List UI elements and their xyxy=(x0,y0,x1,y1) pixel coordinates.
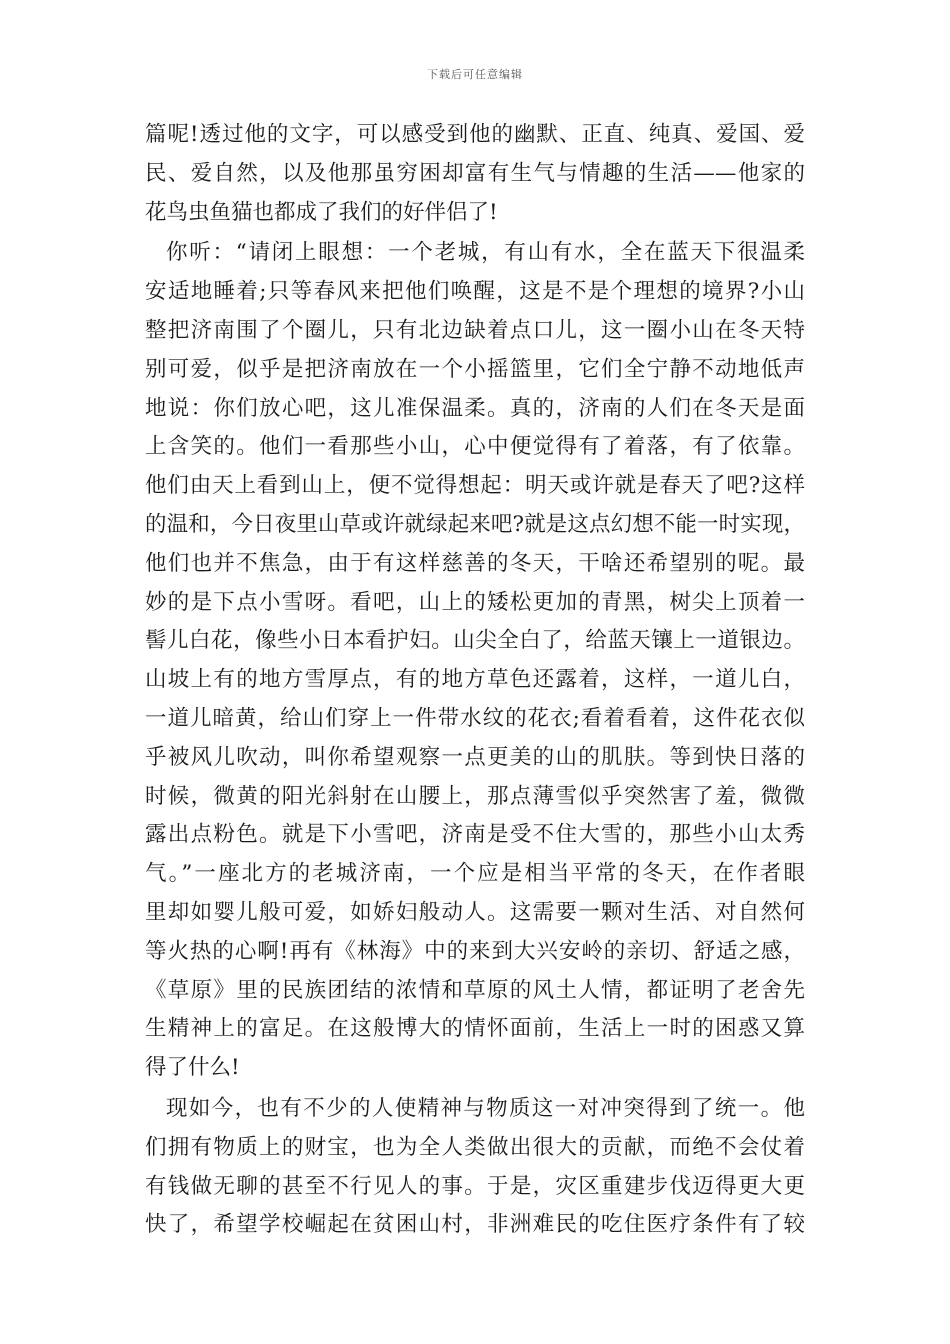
text-line: 的温和，今日夜里山草或许就绿起来吧?就是这点幻想不能一时实现， xyxy=(145,511,805,537)
document-body xyxy=(145,116,805,1245)
text-line: 生精神上的富足。在这般博大的情怀面前，生活上一时的困惑又算 xyxy=(145,1016,805,1042)
text-line: 快了，希望学校崛起在贫困山村，非洲难民的吃住医疗条件有了较 xyxy=(145,1212,805,1238)
paragraph-1 xyxy=(145,116,805,232)
text-line: 们拥有物质上的财宝，也为全人类做出很大的贡献，而绝不会仗着 xyxy=(145,1134,805,1160)
text-line: 花鸟虫鱼猫也都成了我们的好伴侣了! xyxy=(145,199,498,225)
text-line: 安适地睡着;只等春风来把他们唤醒，这是不是个理想的境界?小山 xyxy=(145,279,805,305)
text-line: 他们也并不焦急，由于有这样慈善的冬天，干啥还希望别的呢。最 xyxy=(145,550,805,576)
text-line: 你听：“请闭上眼想：一个老城，有山有水，全在蓝天下很温柔 xyxy=(166,240,805,266)
paragraph-2 xyxy=(145,234,805,1088)
text-line: 《草原》里的民族团结的浓情和草原的风土人情，都证明了老舍先 xyxy=(145,977,805,1003)
text-line: 里却如婴儿般可爱，如娇妇般动人。这需要一颗对生活、对自然何 xyxy=(145,899,805,925)
text-line: 地说：你们放心吧，这儿准保温柔。真的，济南的人们在冬天是面 xyxy=(145,395,805,421)
text-line: 别可爱，似乎是把济南放在一个小摇篮里，它们全宁静不动地低声 xyxy=(145,356,805,382)
text-line: 气。”一座北方的老城济南，一个应是相当平常的冬天，在作者眼 xyxy=(145,861,805,887)
page-header: 下载后可任意编辑 xyxy=(427,68,523,81)
text-line: 民、爱自然，以及他那虽穷困却富有生气与情趣的生活——他家的 xyxy=(145,160,805,186)
text-line: 山坡上有的地方雪厚点，有的地方草色还露着，这样，一道儿白， xyxy=(145,667,805,693)
text-line: 露出点粉色。就是下小雪吧，济南是受不住大雪的，那些小山太秀 xyxy=(145,822,805,848)
text-line: 上含笑的。他们一看那些小山，心中便觉得有了着落，有了依靠。 xyxy=(145,434,805,460)
text-line: 髻儿白花，像些小日本看护妇。山尖全白了，给蓝天镶上一道银边。 xyxy=(145,628,805,654)
text-line: 等火热的心啊!再有《林海》中的来到大兴安岭的亲切、舒适之感， xyxy=(145,938,805,964)
text-line: 他们由天上看到山上，便不觉得想起：明天或许就是春天了吧?这样 xyxy=(145,473,805,499)
text-line: 得了什么! xyxy=(145,1055,240,1081)
text-line: 整把济南围了个圈儿，只有北边缺着点口儿，这一圈小山在冬天特 xyxy=(145,317,805,343)
text-line: 现如今，也有不少的人使精神与物质这一对冲突得到了统一。他 xyxy=(166,1095,805,1121)
text-line: 乎被风儿吹动，叫你希望观察一点更美的山的肌肤。等到快日落的 xyxy=(145,744,805,770)
text-line: 一道儿暗黄，给山们穿上一件带水纹的花衣;看着看着，这件花衣似 xyxy=(145,705,805,731)
text-line: 篇呢!透过他的文字，可以感受到他的幽默、正直、纯真、爱国、爱 xyxy=(145,122,805,147)
text-line: 有钱做无聊的甚至不行见人的事。于是，灾区重建步伐迈得更大更 xyxy=(145,1173,805,1199)
text-line: 妙的是下点小雪呀。看吧，山上的矮松更加的青黑，树尖上顶着一 xyxy=(145,589,805,615)
paragraph-3 xyxy=(145,1090,805,1245)
text-line: 时候，微黄的阳光斜射在山腰上，那点薄雪似乎突然害了羞，微微 xyxy=(145,783,805,809)
